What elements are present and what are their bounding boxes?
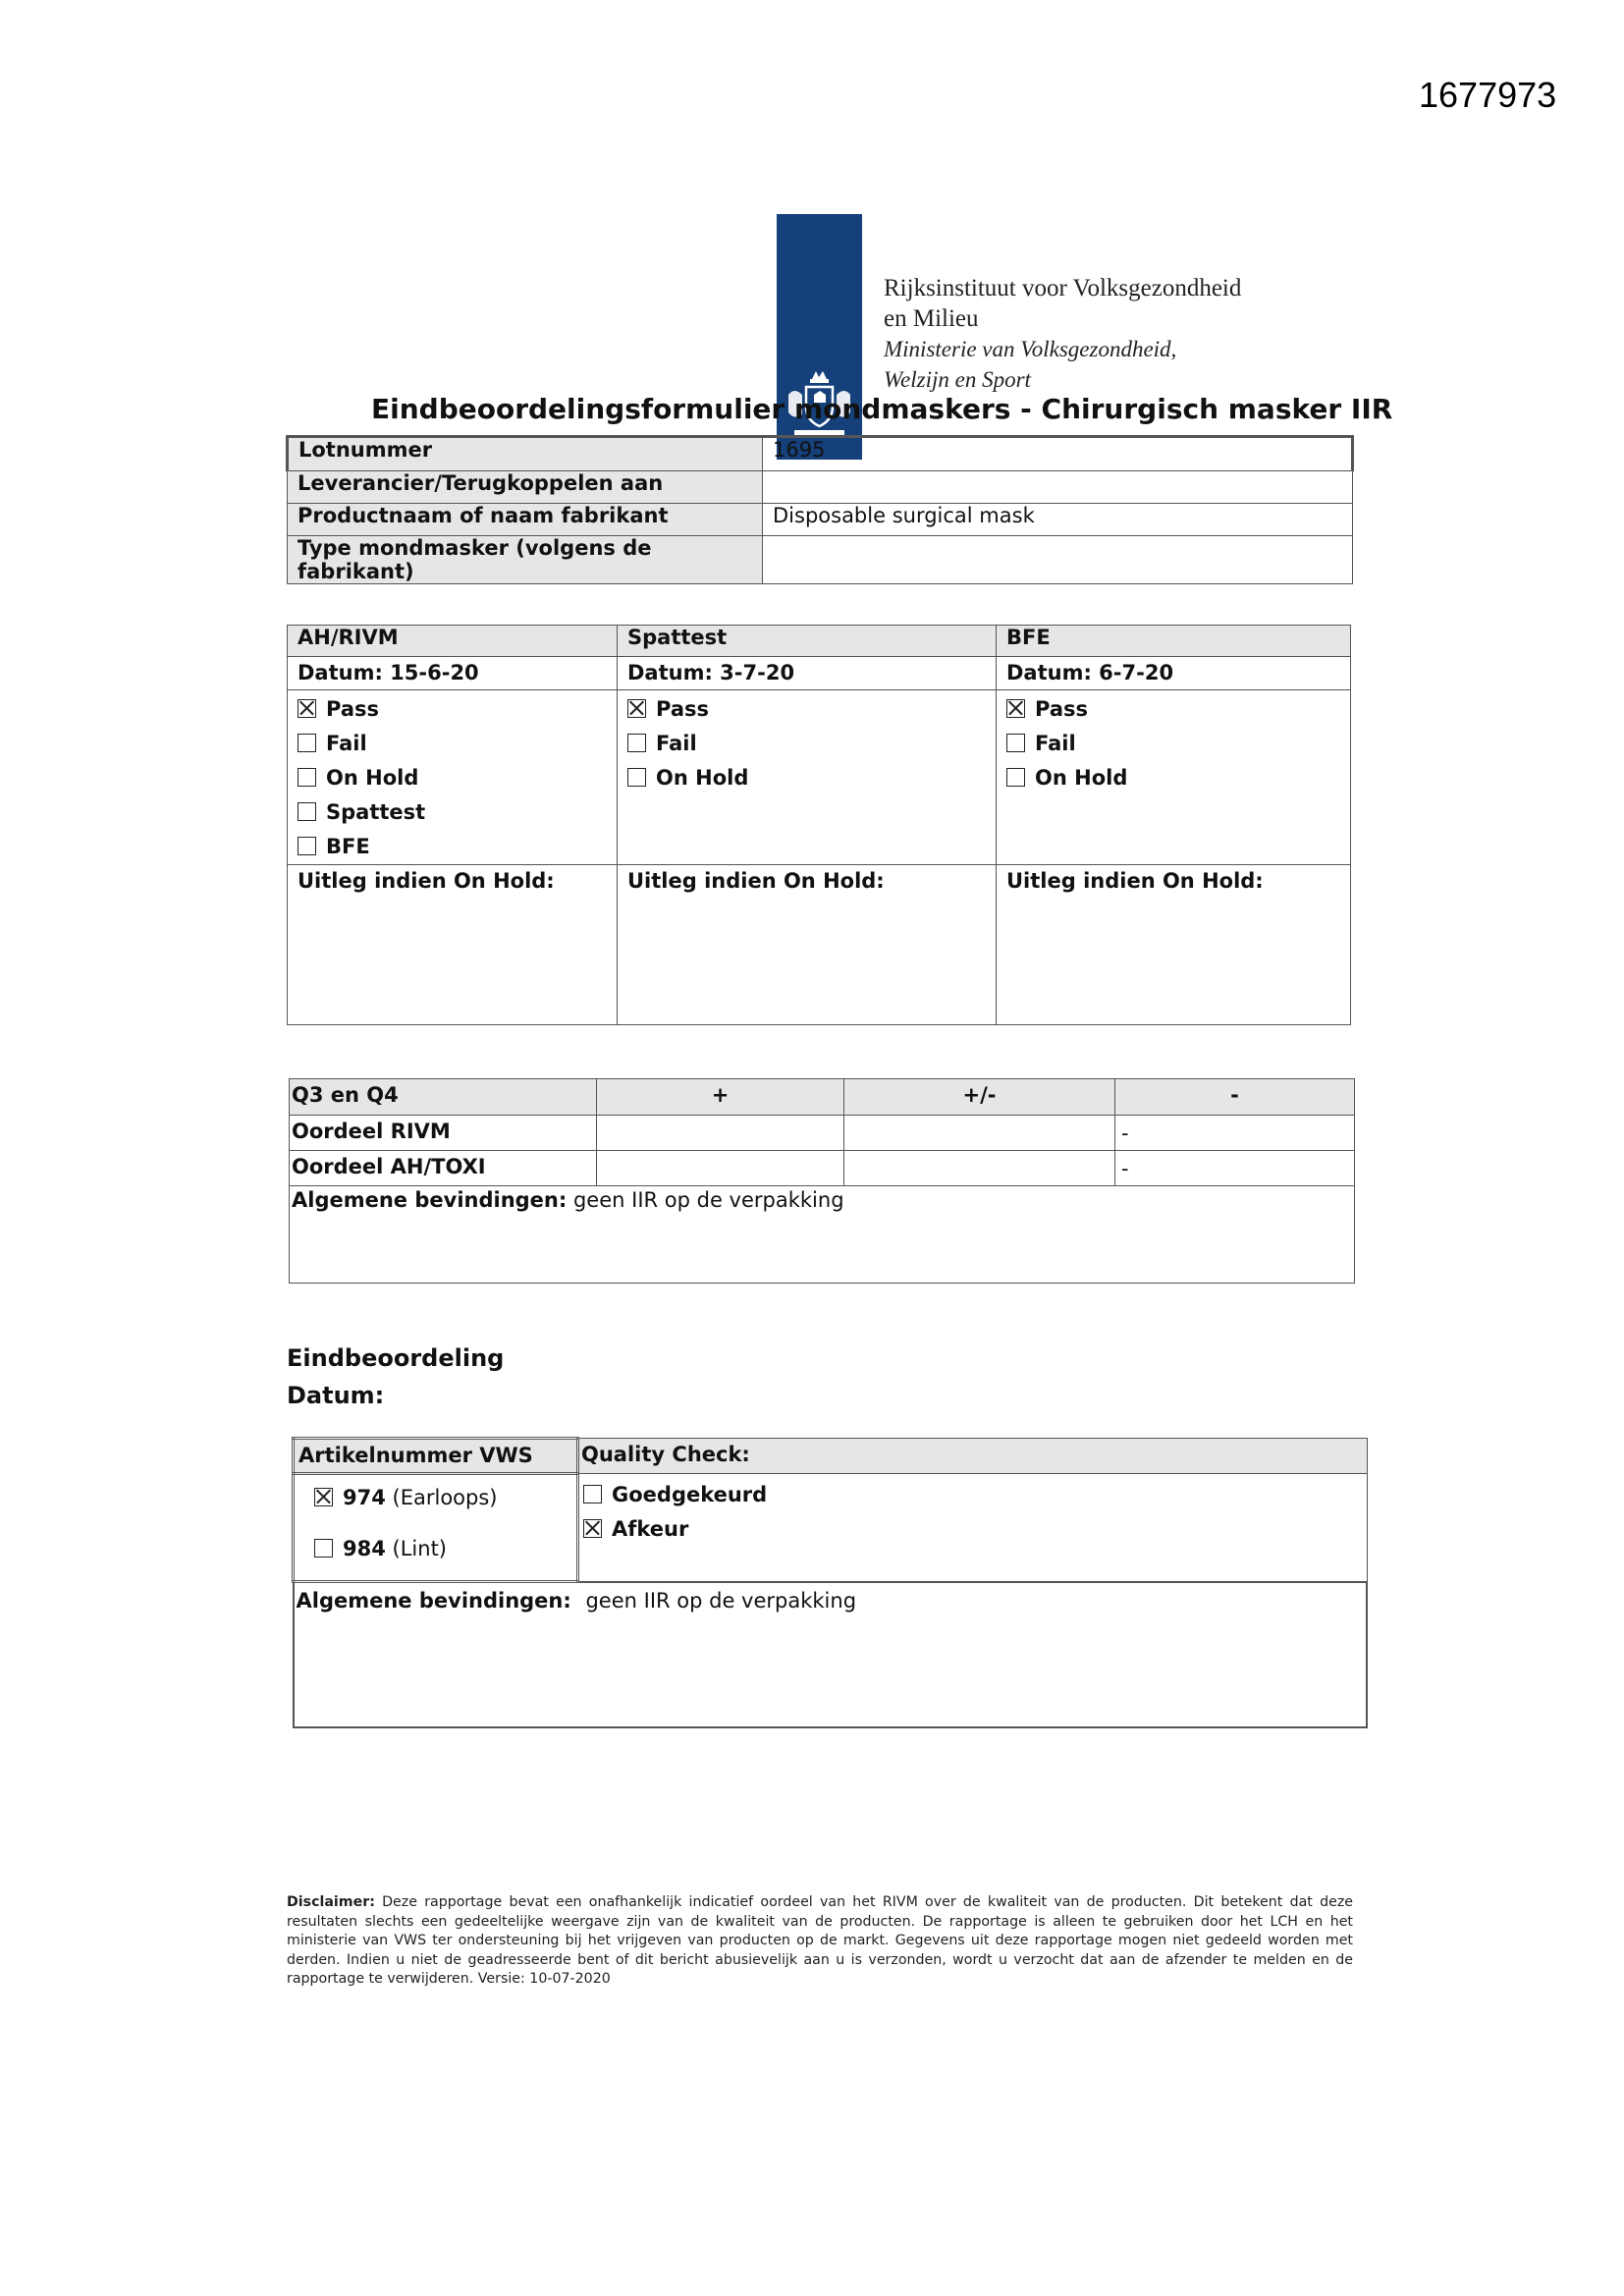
checkbox-on-hold[interactable] (1006, 761, 1340, 795)
checkbox-icon (1006, 768, 1025, 787)
ministry-line-2: Welzijn en Sport (884, 367, 1031, 392)
checkbox-pass[interactable] (1006, 692, 1340, 727)
qc-header: Quality Check: (578, 1439, 1368, 1474)
info-value-lotnummer[interactable]: 1695 (763, 437, 1353, 471)
checkbox-label: Afkeur (612, 1517, 689, 1541)
info-table (286, 435, 1354, 584)
checkbox-icon (298, 734, 316, 752)
date-ah-rivm: Datum: 15-6-20 (288, 657, 618, 690)
article-desc: (Earloops) (392, 1486, 498, 1509)
quality-cell[interactable]: - (1115, 1116, 1355, 1151)
quality-row-label: Oordeel RIVM (290, 1116, 597, 1151)
checkbox-icon (298, 802, 316, 821)
checkbox-icon (627, 768, 646, 787)
date-bfe: Datum: 6-7-20 (997, 657, 1351, 690)
final-findings[interactable] (294, 1582, 1368, 1727)
info-label: Lotnummer (288, 437, 763, 471)
info-value-type[interactable] (763, 536, 1353, 584)
explanation-spattest[interactable]: Uitleg indien On Hold: (618, 865, 997, 1025)
article-number: 974 (343, 1486, 386, 1509)
checkbox-label: Pass (656, 697, 709, 721)
test-results-table (287, 625, 1351, 1025)
quality-header-plus-minus: +/- (844, 1079, 1115, 1116)
checkbox-icon (314, 1539, 333, 1558)
quality-table (289, 1078, 1355, 1284)
findings-label: Algemene bevindingen: (296, 1589, 571, 1613)
org-line-2: en Milieu (884, 305, 979, 332)
info-value-leverancier[interactable] (763, 471, 1353, 504)
explanation-ah-rivm[interactable]: Uitleg indien On Hold: (288, 865, 618, 1025)
checkbox-label: Pass (1035, 697, 1088, 721)
checkbox-label: Fail (326, 732, 367, 755)
article-desc: (Lint) (392, 1537, 447, 1560)
disclaimer-label: Disclaimer: (287, 1894, 375, 1910)
info-label: Leverancier/Terugkoppelen aan (288, 471, 763, 504)
checkbox-checked-icon (1006, 699, 1025, 718)
checkbox-checked-icon (298, 699, 316, 718)
quality-cell[interactable] (844, 1116, 1115, 1151)
checkbox-fail[interactable] (1006, 727, 1340, 761)
qc-checkbox-goedgekeurd[interactable] (583, 1478, 1363, 1512)
checkbox-icon (1006, 734, 1025, 752)
date-spattest: Datum: 3-7-20 (618, 657, 997, 690)
checkbox-label: On Hold (656, 766, 749, 790)
quality-header-plus: + (597, 1079, 844, 1116)
checkbox-on-hold[interactable] (298, 761, 607, 795)
document-id: 1677973 (1419, 75, 1557, 115)
checkbox-icon (583, 1485, 602, 1503)
checkbox-label: Fail (656, 732, 697, 755)
quality-header-minus: - (1115, 1079, 1355, 1116)
checkbox-label: Pass (326, 697, 379, 721)
column-header-spattest: Spattest (618, 626, 997, 657)
checkbox-checked-icon (314, 1488, 333, 1506)
quality-row-ah-toxi (290, 1151, 1355, 1186)
info-row-lotnummer (288, 437, 1353, 471)
checkbox-label: Goedgekeurd (612, 1483, 768, 1506)
checkbox-icon (298, 837, 316, 855)
quality-cell[interactable] (597, 1151, 844, 1186)
column-header-ah-rivm: AH/RIVM (288, 626, 618, 657)
checkbox-spattest[interactable] (298, 795, 607, 830)
checkbox-label: On Hold (326, 766, 419, 790)
article-checkbox-984[interactable] (314, 1530, 576, 1567)
disclaimer-text: Deze rapportage bevat een onafhankelijk indicatief oordeel van het RIVM over de kwaliteit van de producten. Dit betekent dat deze resultaten slechts een gedeeltelijke weergave zijn van de kwaliteit van de producten. De rapportage is alleen te gebruiken door het LCH en het ministerie van VWS ter ondersteuning bij het vrijgeven van producten op de markt. Gegevens uit deze rapportage mogen niet gedeeld worden met derden. Indien u niet de geadresseerde bent of dit bericht abusievelijk aan u is verzonden, wordt u verzocht dat aan de afzender te melden en de rapportage te verwijderen. Versie: 10-07-2020 (287, 1894, 1353, 1987)
org-line-1: Rijksinstituut voor Volksgezondheid (884, 275, 1242, 301)
quality-cell[interactable] (844, 1151, 1115, 1186)
organisation-name (884, 273, 1241, 395)
quality-findings[interactable] (290, 1186, 1355, 1284)
checkbox-fail[interactable] (298, 727, 607, 761)
article-checkbox-974[interactable] (314, 1479, 576, 1516)
options-bfe (997, 690, 1351, 865)
checkbox-bfe[interactable] (298, 830, 607, 864)
quality-row-rivm (290, 1116, 1355, 1151)
article-options (294, 1474, 578, 1582)
column-header-bfe: BFE (997, 626, 1351, 657)
info-label: Productnaam of naam fabrikant (288, 504, 763, 536)
options-spattest (618, 690, 997, 865)
checkbox-checked-icon (583, 1519, 602, 1538)
qc-options (578, 1474, 1368, 1582)
checkbox-on-hold[interactable] (627, 761, 986, 795)
final-date-label: Datum: (287, 1382, 385, 1409)
checkbox-checked-icon (627, 699, 646, 718)
checkbox-icon (298, 768, 316, 787)
options-ah-rivm (288, 690, 618, 865)
explanation-bfe[interactable]: Uitleg indien On Hold: (997, 865, 1351, 1025)
info-row-leverancier (288, 471, 1353, 504)
info-row-type (288, 536, 1353, 584)
final-table (292, 1437, 1368, 1728)
checkbox-icon (627, 734, 646, 752)
quality-cell[interactable] (597, 1116, 844, 1151)
checkbox-label: Spattest (326, 800, 426, 824)
quality-header-label: Q3 en Q4 (290, 1079, 597, 1116)
quality-cell[interactable]: - (1115, 1151, 1355, 1186)
ministry-line-1: Ministerie van Volksgezondheid, (884, 337, 1177, 361)
info-row-productnaam (288, 504, 1353, 536)
findings-label: Algemene bevindingen: (292, 1188, 568, 1212)
form-title: Eindbeoordelingsformulier mondmaskers - Chirurgisch masker IIR (371, 393, 1393, 425)
checkbox-fail[interactable] (627, 727, 986, 761)
info-value-productnaam[interactable]: Disposable surgical mask (763, 504, 1353, 536)
checkbox-pass[interactable] (298, 692, 607, 727)
quality-row-label: Oordeel AH/TOXI (290, 1151, 597, 1186)
disclaimer (287, 1893, 1353, 1990)
checkbox-label: On Hold (1035, 766, 1128, 790)
final-heading: Eindbeoordeling (287, 1344, 505, 1372)
article-number: 984 (343, 1537, 386, 1560)
article-header: Artikelnummer VWS (294, 1439, 578, 1474)
findings-value: geen IIR op de verpakking (572, 1188, 844, 1212)
checkbox-pass[interactable] (627, 692, 986, 727)
info-label: Type mondmasker (volgens de fabrikant) (288, 536, 763, 584)
checkbox-label: Fail (1035, 732, 1076, 755)
qc-checkbox-afkeur[interactable] (583, 1512, 1363, 1547)
findings-value: geen IIR op de verpakking (585, 1589, 857, 1613)
checkbox-label: BFE (326, 835, 370, 858)
